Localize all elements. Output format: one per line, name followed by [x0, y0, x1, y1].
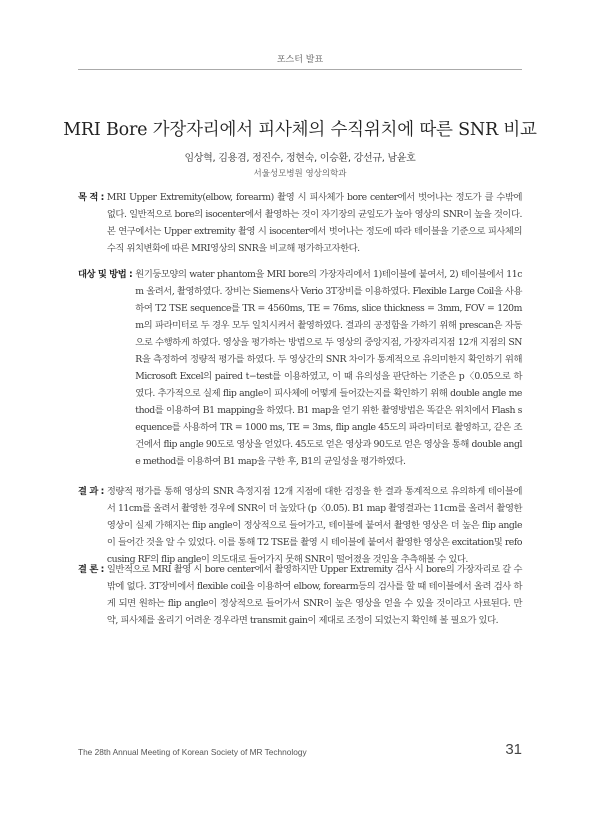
section-label-methods: 대상 및 방법 :	[78, 269, 133, 280]
page-number: 31	[505, 741, 522, 758]
section-label-purpose: 목 적 :	[78, 192, 104, 203]
section-text-conclusion: 일반적으로 MRI 촬영 시 bore center에서 촬영하지만 Upper Extremity 검사 시 bore의 가장자리로 갈 수 밖에 없다. 3T장비에서 flexible coil을 이용하여 elbow, forearm등의 검사를 할 때 테이블에서 올려 검사 하게 되면 원하는 flip angle이 정상적으로 들어가서 SNR이 높은 영상을 얻을 수 있을 것이라고 사료된다. 만약, 피사체를 올리기 어려운 경우라면 transmit gain이 제대로 조정이 되었는지 확인해 볼 필요가 있다.	[106, 564, 522, 626]
section-conclusion	[78, 561, 522, 629]
section-text-results: 정량적 평가를 통해 영상의 SNR 측정지점 12개 지점에 대한 검정을 한 결과 통계적으로 유의하게 테이블에서 11cm를 올려서 촬영한 경우에 SNR이 더 높았다 (p〈0.05). B1 map 촬영결과는 11cm를 올려서 촬영한 영상이 실제 가해지는 flip angle이 정상적으로 들어가고, 테이블에 붙여서 촬영한 영상은 더 높은 flip angle이 들어간 것을 알 수 있었다. 이를 통해 T2 TSE를 촬영 시 테이블에 붙여서 촬영한 영상은 excitation및 refocusing RF의 flip angle이 의도대로 들어가지 못해 SNR이 떨어졌을 것임을 추측해볼 수 있다.	[106, 486, 523, 565]
section-methods	[78, 266, 522, 470]
section-purpose	[78, 189, 522, 257]
affiliation: 서울성모병원 영상의학과	[253, 169, 347, 179]
running-header: 포스터 발표	[276, 55, 324, 65]
section-results	[78, 483, 522, 568]
author-list: 임상혁, 김용겸, 정진수, 정현숙, 이승환, 강선규, 남윤호	[184, 153, 416, 164]
section-label-conclusion: 결 론 :	[78, 564, 104, 575]
footer-conference: The 28th Annual Meeting of Korean Society of MR Technology	[78, 747, 307, 757]
section-label-results: 결 과 :	[78, 486, 104, 497]
header-divider	[78, 69, 522, 70]
section-text-purpose: MRI Upper Extremity(elbow, forearm) 촬영 시 피사체가 bore center에서 벗어나는 정도가 클 수밖에 없다. 일반적으로 bore의 isocenter에서 촬영하는 것이 자기장의 균일도가 높아 영상의 SNR이 높을 것이다. 본 연구에서는 Upper extremity 촬영 시 isocenter에서 벗어나는 정도에 따라 테이블을 기준으로 피사체의 수직 위치변화에 따른 MRI영상의 SNR을 비교해 평가하고자한다.	[106, 192, 522, 254]
section-text-methods: 원기둥모양의 water phantom을 MRI bore의 가장자리에서 1)테이블에 붙여서, 2) 테이블에서 11cm 올려서, 촬영하였다. 장비는 Siemens사 Verio 3T장비를 이용하였다. Flexible Large Coil을 사용하여 T2 TSE sequence를 TR = 4560ms, TE = 76ms, slice thickness = 3mm, FOV = 120mm의 파라미터로 두 경우 모두 일치시켜서 촬영하였다. 결과의 공정함을 가하기 위해 prescan은 자동으로 수행하게 하였다. 영상을 평가하는 방법으로 두 영상의 중앙지점, 가장자리지점 12개 지점의 SNR을 측정하여 정량적 평가를 하였다. 두 영상간의 SNR 차이가 통계적으로 유의미한지 확인하기 위해 Microsoft Excel의 paired t−test를 이용하였고, 이 때 유의성을 판단하는 기준은 p〈0.05으로 하였다. 추가적으로 실제 flip angle이 피사체에 어떻게 들어갔는지를 확인하기 위해 double angle method를 이용하여 B1 mapping을 하였다. B1 map을 얻기 위한 촬영방법은 똑같은 위치에서 Flash sequence를 사용하여 TR = 1000 ms, TE = 3ms, flip angle 45도의 파라미터로 촬영하고, 같은 조건에서 flip angle 90도로 영상을 얻었다. 45도로 얻은 영상과 90도로 얻은 영상을 통해 double angle method를 이용하여 B1 map을 구한 후, B1의 균일성을 평가하였다.	[135, 269, 522, 467]
paper-title: MRI Bore 가장자리에서 피사체의 수직위치에 따른 SNR 비교	[63, 120, 537, 140]
